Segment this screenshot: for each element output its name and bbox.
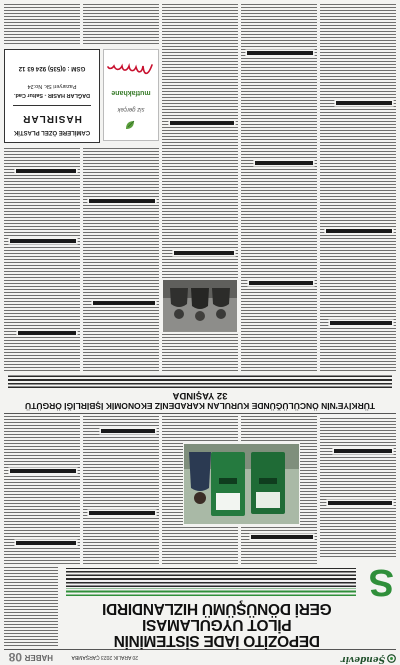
body-text-column [320, 416, 396, 557]
issue-date: 20 ARALIK 2023 ÇARŞAMBA [71, 654, 138, 660]
column-subheading [89, 511, 155, 515]
subhead-green-lines [66, 588, 356, 596]
page-number: 08 [8, 650, 22, 664]
column-subheading [334, 449, 392, 453]
body-text-column [241, 3, 317, 371]
photo-kei-meeting [162, 279, 238, 333]
sidebar-text-column [4, 567, 58, 646]
subhead-lines [66, 568, 356, 587]
column-subheading [16, 541, 76, 545]
kei-intro-lines [8, 375, 392, 388]
photo-reverse-vending-machine [183, 443, 300, 525]
ad-kitchen-tagline: siz gerçek [117, 106, 145, 112]
kei-headline: TÜRKİYE'NİN ÖNCÜLÜĞÜNDE KURULAN KARADENİZ EKONOMİK İŞBİRLİĞİ ÖRGÜTÜ [24, 401, 376, 411]
column-subheading [10, 239, 76, 243]
main-headline-line: DEPOZİTO İADE SİSTEMİNİN [113, 632, 321, 649]
column-subheading [247, 51, 313, 55]
column-subheading [101, 429, 155, 433]
masthead-rule [4, 649, 396, 650]
ad-kitchen[interactable] [103, 49, 159, 141]
column-subheading [326, 229, 392, 233]
ad-carpet-address: Pazaryeri Sk. No:24 [27, 83, 77, 89]
column-subheading [16, 169, 76, 173]
ad-carpet-phone: GSM : 0(535) 924 63 12 [18, 65, 86, 72]
body-text-column [4, 3, 80, 44]
kei-headline-sub: 32 YAŞINDA [172, 390, 228, 401]
newspaper-name: Şendevir [340, 654, 385, 664]
column-subheading [249, 281, 313, 285]
column-subheading [93, 301, 155, 305]
main-headline-line: GERİ DÖNÜŞÜMÜ HIZLANDIRDI [102, 600, 332, 617]
newspaper-logo-icon [387, 655, 396, 664]
ad-kitchen-script-logo [106, 55, 154, 78]
main-headline [62, 600, 372, 648]
article-divider [4, 413, 396, 414]
column-subheading [18, 331, 76, 335]
ad-kitchen-brand: mutfakhane [111, 89, 151, 96]
body-text-column [320, 3, 396, 371]
drop-cap: S [368, 561, 394, 603]
ad-carpet-company: DAĞLAR HASIR - Saltur Cad. [13, 92, 91, 98]
column-subheading [336, 101, 392, 105]
column-subheading [255, 161, 313, 165]
column-subheading [170, 121, 234, 125]
body-text-column [83, 146, 159, 371]
main-headline-line: PİLOT UYGULAMASI [142, 616, 292, 633]
body-text-column [83, 416, 159, 564]
leaf-icon [124, 114, 136, 132]
column-subheading [174, 251, 234, 255]
column-subheading [89, 199, 155, 203]
body-text-column [4, 148, 80, 371]
ad-carpet-rule [13, 105, 91, 106]
ad-carpet-product: HASIRLAR [22, 113, 82, 124]
body-text-column [83, 3, 159, 44]
column-subheading [328, 501, 392, 505]
ad-plastic-carpet[interactable] [4, 49, 100, 143]
newspaper-logo [341, 654, 396, 664]
section-label: HABER [24, 653, 53, 662]
column-subheading [330, 321, 392, 325]
column-subheading [251, 535, 313, 539]
ad-carpet-title: CAMİLERE ÖZEL PLASTİK [13, 129, 91, 135]
column-subheading [10, 469, 76, 473]
